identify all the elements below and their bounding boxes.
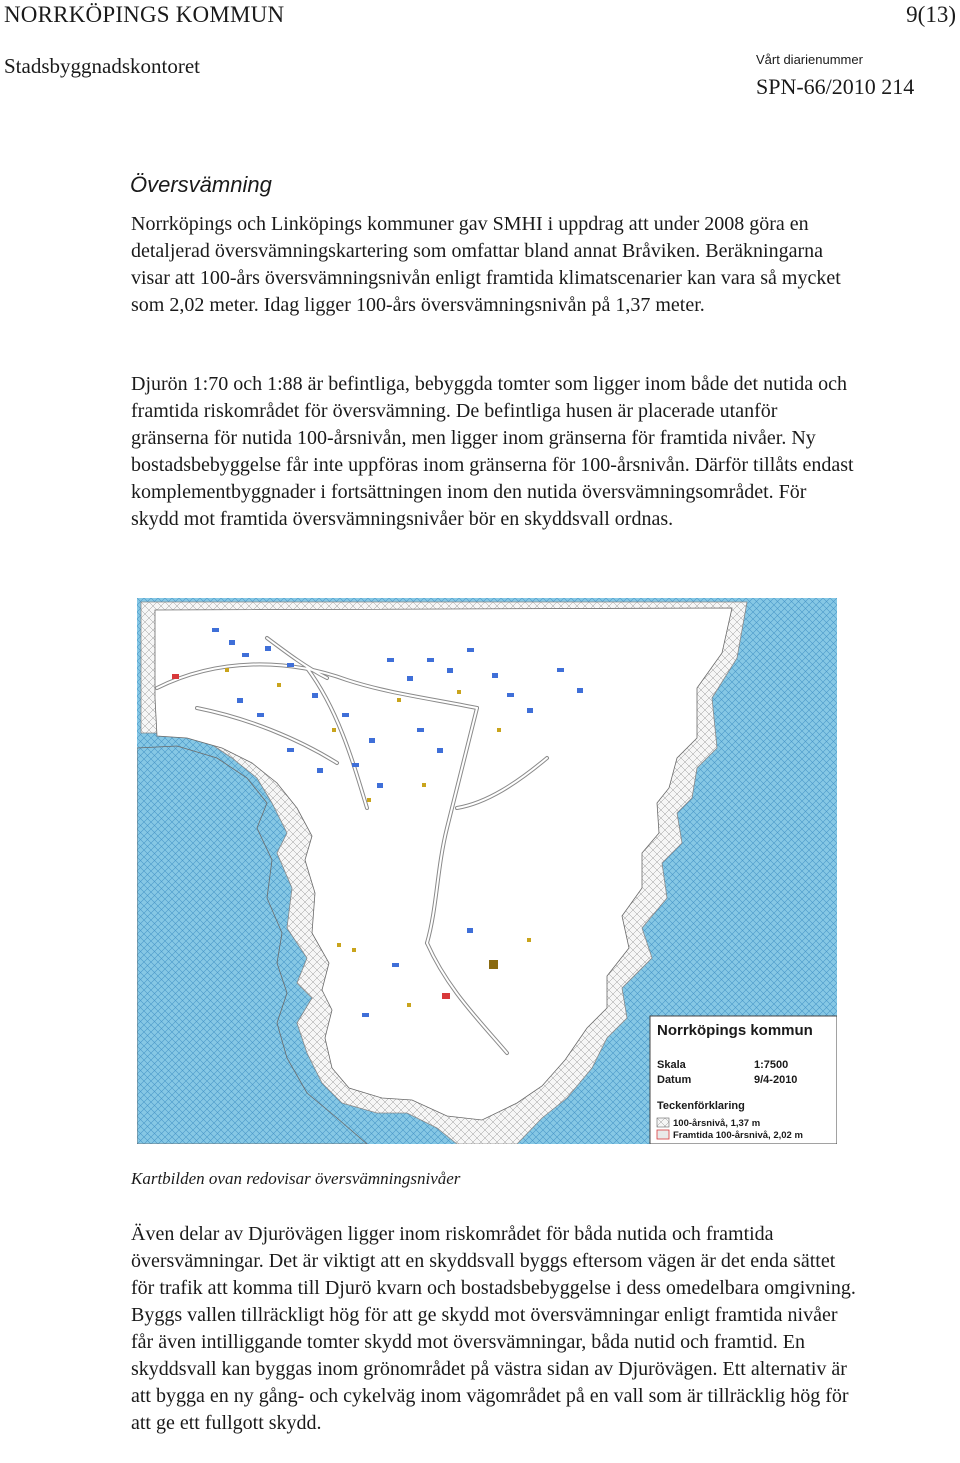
- legend-item-1: 100-årsnivå, 1,37 m: [673, 1118, 761, 1129]
- map-caption: Kartbilden ovan redovisar översvämningsnivåer: [131, 1169, 461, 1188]
- header-office: Stadsbyggnadskontoret: [4, 54, 200, 78]
- paragraph-djurovagen: Även delar av Djurövägen ligger inom riskområdet för båda nutida och framtida översvämningar. Det är viktigt att en skyddsvall byggs eftersom vägen är det enda sättet för trafik att komma till Djurö kvarn och bostadsbebyggelse i dess omedelbara omgivning. Byggs vallen tillräckligt hög för att ge skydd mot översvämningar enligt framtida nivåer får även intilliggande tomter skydd mot översvämningar, båda nutid och framtid. En skyddsvall kan byggas inom grönområdet på västra sidan av Djurövägen. Ett alternativ är att bygga en ny gång- och cykelväg inom vägområdet på en vall som är tillräcklig hög för att ge ett fullgott skydd.: [131, 1223, 856, 1434]
- paragraph-djuron-properties: Djurön 1:70 och 1:88 är befintliga, bebyggda tomter som ligger inom både det nutida och framtida riskområdet för översvämning. De befintliga husen är placerade utanför gränserna för nutida 100-årsnivån, men ligger inom gränserna för framtida nivåer. Ny bostadsbebyggelse får inte uppföras inom gränserna för 100-årsnivån. Därför tillåts endast komplementbyggnader i fortsättningen inom den nutida översvämningsområdet. För skydd mot framtida översvämningsnivåer bör en skyddsvall ordnas.: [131, 373, 854, 530]
- house-red: [442, 993, 450, 999]
- house-red-north: [172, 674, 179, 679]
- diarie-number: SPN-66/2010 214: [756, 74, 915, 99]
- page-number: 9(13): [906, 2, 956, 27]
- legend-date-value: 9/4-2010: [754, 1074, 798, 1086]
- legend-swatch-2: [657, 1130, 669, 1139]
- header-organization: NORRKÖPINGS KOMMUN: [4, 2, 285, 27]
- legend-item-2: Framtida 100-årsnivå, 2,02 m: [673, 1130, 803, 1141]
- legend-scale-value: 1:7500: [754, 1059, 789, 1071]
- flood-map: [137, 598, 837, 1144]
- legend-swatch-1: [657, 1118, 669, 1127]
- diarie-label: Vårt diarienummer: [756, 52, 863, 67]
- paragraph-flood-study: Norrköpings och Linköpings kommuner gav SMHI i uppdrag att under 2008 göra en detaljerad översvämningskartering som omfattar bland annat Bråviken. Beräkningarna visar att 100-års översvämningsnivån enligt framtida klimatscenarier kan vara så mycket som 2,02 meter. Idag ligger 100-års översvämningsnivån på 1,37 meter.: [131, 213, 841, 316]
- section-heading: Översvämning: [130, 172, 272, 197]
- legend-date-label: Datum: [657, 1074, 692, 1086]
- legend-title: Norrköpings kommun: [657, 1022, 813, 1039]
- house-djuron-1: [489, 960, 498, 969]
- map-legend: [650, 1016, 837, 1144]
- legend-scale-label: Skala: [657, 1059, 686, 1071]
- legend-heading: Teckenförklaring: [657, 1100, 745, 1112]
